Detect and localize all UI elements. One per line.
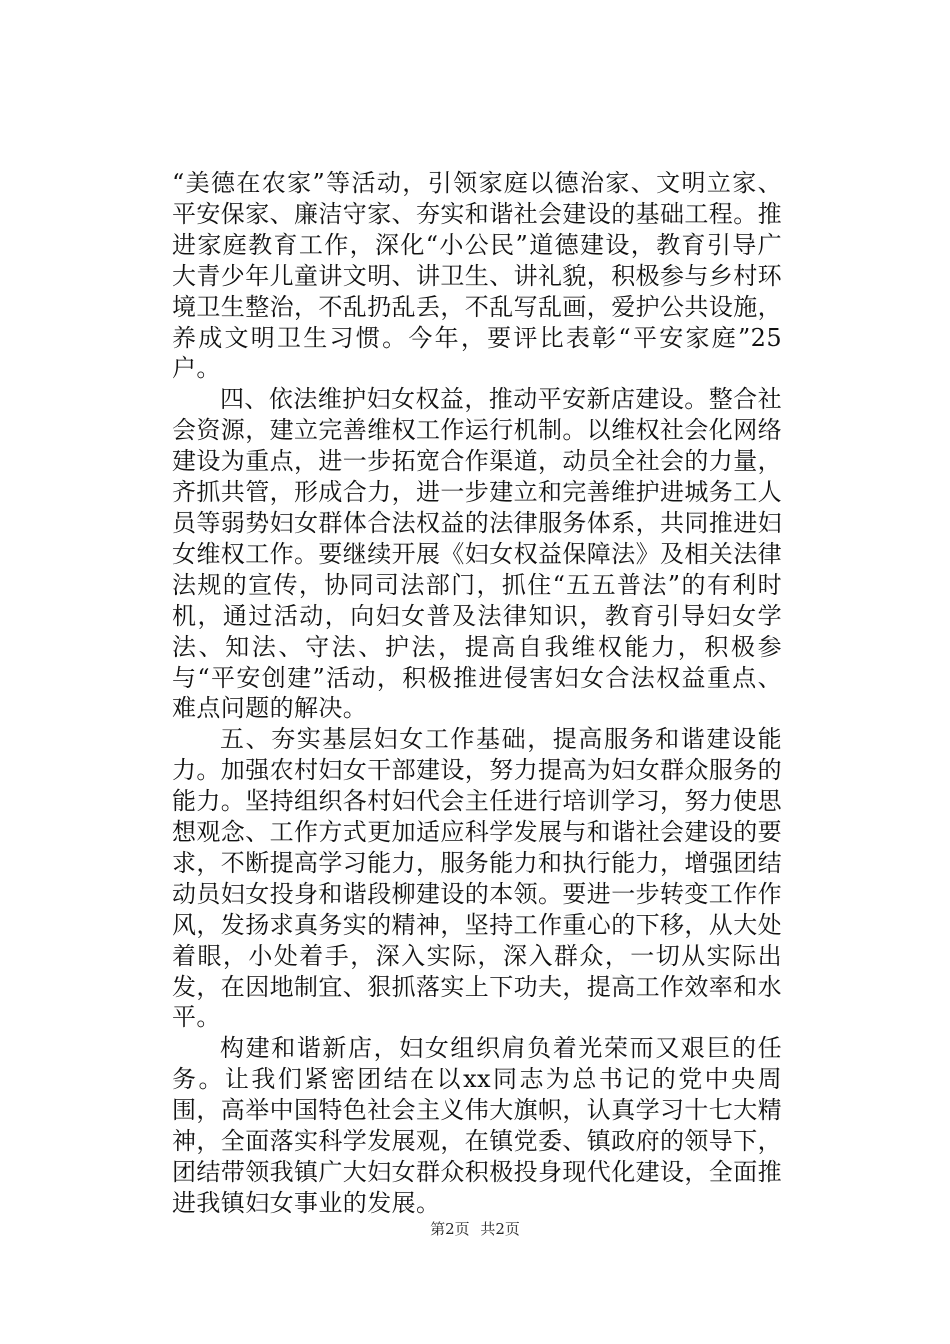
page-footer: [0, 1219, 950, 1239]
paragraph-section-four: 四、依法维护妇女权益，推动平安新店建设。整合社会资源，建立完善维权工作运行机制。以维权社会化网络建设为重点，进一步拓宽合作渠道，动员全社会的力量，齐抓共管，形成合力，进一步建立和完善维护进城务工人员等弱势妇女群体合法权益的法律服务体系，共同推进妇女维权工作。要继续开展《妇女权益保障法》及相关法律法规的宣传，协同司法部门，抓住“五五普法”的有利时机，通过活动，向妇女普及法律知识，教育引导妇女学法、知法、守法、护法，提高自我维权能力，积极参与“平安创建”活动，积极推进侵害妇女合法权益重点、难点问题的解决。: [172, 385, 782, 723]
page-number-total: 共2页: [480, 1220, 520, 1238]
document-body: [172, 168, 782, 1219]
paragraph-conclusion: 构建和谐新店，妇女组织肩负着光荣而又艰巨的任务。让我们紧密团结在以xx同志为总书记的党中央周围，高举中国特色社会主义伟大旗帜，认真学习十七大精神，全面落实科学发展观，在镇党委、镇政府的领导下，团结带领我镇广大妇女群众积极投身现代化建设，全面推进我镇妇女事业的发展。: [172, 1034, 782, 1217]
paragraph-section-five: 五、夯实基层妇女工作基础，提高服务和谐建设能力。加强农村妇女干部建设，努力提高为妇女群众服务的能力。坚持组织各村妇代会主任进行培训学习，努力使思想观念、工作方式更加适应科学发展与和谐社会建设的要求，不断提高学习能力，服务能力和执行能力，增强团结动员妇女投身和谐段柳建设的本领。要进一步转变工作作风，发扬求真务实的精神，坚持工作重心的下移，从大处着眼，小处着手，深入实际，深入群众，一切从实际出发，在因地制宜、狠抓落实上下功夫，提高工作效率和水平。: [172, 725, 782, 1032]
page-number-current: 第2页: [430, 1220, 470, 1238]
paragraph-continuation: “美德在农家”等活动，引领家庭以德治家、文明立家、平安保家、廉洁守家、夯实和谐社会建设的基础工程。推进家庭教育工作，深化“小公民”道德建设，教育引导广大青少年儿童讲文明、讲卫生、讲礼貌，积极参与乡村环境卫生整治，不乱扔乱丢，不乱写乱画，爱护公共设施，养成文明卫生习惯。今年，要评比表彰“平安家庭”25户。: [172, 169, 782, 383]
